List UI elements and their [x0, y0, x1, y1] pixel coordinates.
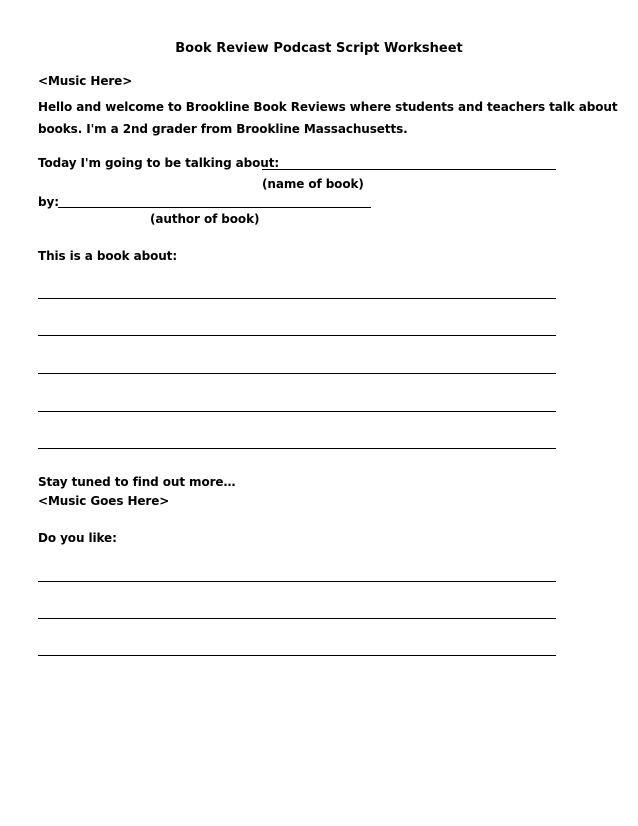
stay-tuned-text: Stay tuned to find out more…: [38, 475, 236, 489]
do-you-like-answer-line[interactable]: [38, 618, 556, 619]
welcome-text-line-1: Hello and welcome to Brookline Book Reviews where students and teachers talk about: [38, 100, 618, 114]
about-answer-line[interactable]: [38, 298, 556, 299]
about-answer-line[interactable]: [38, 448, 556, 449]
book-name-blank[interactable]: [262, 169, 556, 170]
by-prompt: by:: [38, 195, 59, 209]
author-name-blank[interactable]: [58, 207, 371, 208]
do-you-like-answer-line[interactable]: [38, 581, 556, 582]
name-of-book-caption: (name of book): [262, 177, 364, 191]
music-intro-cue: <Music Here>: [38, 74, 133, 88]
today-prompt: Today I'm going to be talking about:: [38, 156, 280, 170]
welcome-text-line-2: books. I'm a 2nd grader from Brookline Massachusetts.: [38, 122, 408, 136]
about-answer-line[interactable]: [38, 373, 556, 374]
author-caption: (author of book): [150, 212, 260, 226]
about-answer-line[interactable]: [38, 411, 556, 412]
do-you-like-prompt: Do you like:: [38, 531, 117, 545]
page-title: Book Review Podcast Script Worksheet: [175, 41, 463, 56]
do-you-like-answer-line[interactable]: [38, 655, 556, 656]
about-prompt: This is a book about:: [38, 249, 178, 263]
music-break-cue: <Music Goes Here>: [38, 494, 170, 508]
about-answer-line[interactable]: [38, 335, 556, 336]
